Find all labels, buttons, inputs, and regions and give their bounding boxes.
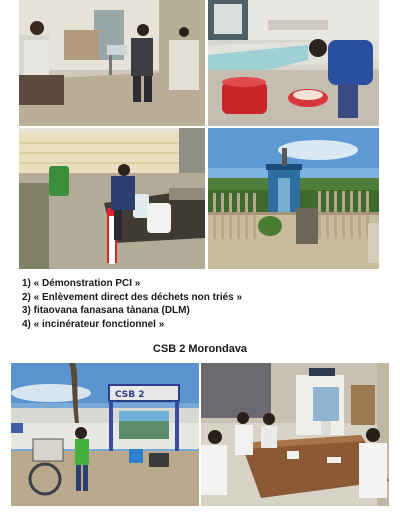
- photo-hand-washing-device: [19, 128, 205, 269]
- section-title: CSB 2 Morondava: [152, 343, 248, 355]
- photo-waste-removal: [208, 0, 379, 126]
- caption-item: 3) fitaovana fanasana tànana (DLM): [22, 305, 190, 316]
- caption-item: 2) « Enlèvement direct des déchets non triés »: [22, 291, 243, 303]
- caption-item: 4) « incinérateur fonctionnel »: [22, 318, 165, 330]
- photo-caption-list: [22, 277, 322, 331]
- signboard-text: CSB 2: [115, 390, 145, 400]
- caption-item: 1) « Démonstration PCI »: [22, 278, 141, 289]
- photo-meeting-room: [201, 363, 389, 506]
- photo-incinerator: [208, 128, 379, 269]
- photo-pci-demonstration: [19, 0, 205, 126]
- photo-csb2-entrance: [11, 363, 199, 506]
